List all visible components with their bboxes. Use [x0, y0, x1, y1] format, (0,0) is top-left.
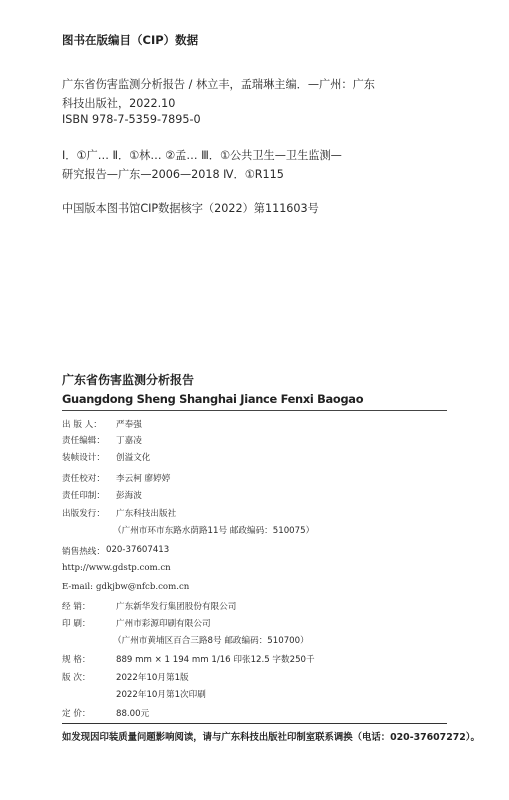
notice-rule	[62, 723, 447, 724]
title-rule	[62, 410, 447, 411]
distribution-address: （广州市环市东路水荫路11号 邮政编码：510075）	[113, 526, 315, 536]
cip-classification-line-2: 研究报告—广东—2006—2018 Ⅳ．①R115	[62, 168, 284, 181]
email: gdkjbw@nfcb.com.cn	[96, 582, 190, 592]
quality-notice: 如发现因印装质量问题影响阅读，请与广东科技出版社印制室联系调换（电话：020-37607272）。	[62, 732, 480, 743]
cip-classification-line-1: Ⅰ．①广… Ⅱ．①林… ②孟… Ⅲ．①公共卫生—卫生监测—	[62, 149, 342, 162]
distribution: 广东科技出版社	[116, 509, 177, 519]
distribution-label: 出版发行：	[62, 509, 105, 519]
design-label: 装帧设计：	[62, 453, 105, 463]
sales-phone: 020-37607413	[106, 545, 170, 555]
website: http://www.gdstp.com.cn	[62, 563, 171, 573]
printer-address: （广州市黄埔区百合三路8号 邮政编码：510700）	[113, 636, 309, 646]
printer: 广州市彩源印刷有限公司	[116, 619, 211, 629]
email-label: E-mail:	[62, 582, 94, 592]
cip-record-line-2: 科技出版社，2022.10	[62, 97, 176, 110]
proofread-label: 责任校对：	[62, 474, 105, 484]
printing: 2022年10月第1次印刷	[116, 690, 206, 700]
retail: 广东新华发行集团股份有限公司	[116, 602, 237, 612]
sales-phone-label: 销售热线：	[62, 547, 105, 557]
edition: 2022年10月第1版	[116, 673, 189, 683]
book-title-pinyin: Guangdong Sheng Shanghai Jiance Fenxi Baogao	[62, 392, 364, 406]
editor: 丁嘉凌	[116, 436, 142, 446]
print-responsible: 彭海波	[116, 491, 142, 501]
proofreaders: 李云柯 廖婷婷	[116, 474, 171, 484]
publisher-person-label: 出 版 人：	[62, 420, 102, 430]
spec: 889 mm × 1 194 mm 1/16 印张12.5 字数250千	[116, 655, 315, 665]
cip-core-number: 中国版本图书馆CIP数据核字（2022）第111603号	[62, 202, 319, 215]
print-responsible-label: 责任印制：	[62, 491, 105, 501]
design: 创溢文化	[116, 453, 151, 463]
edition-label: 版 次：	[62, 673, 91, 683]
cip-heading: 图书在版编目（CIP）数据	[62, 33, 199, 47]
publisher-person: 严奉强	[116, 420, 142, 430]
retail-label: 经 销：	[62, 602, 91, 612]
book-title-chinese: 广东省伤害监测分析报告	[62, 373, 195, 387]
printer-label: 印 刷：	[62, 619, 91, 629]
spec-label: 规 格：	[62, 655, 91, 665]
cip-isbn: ISBN 978-7-5359-7895-0	[62, 113, 201, 126]
price-label: 定 价：	[62, 709, 91, 719]
price: 88.00元	[116, 709, 150, 719]
cip-record-line-1: 广东省伤害监测分析报告 / 林立丰，孟瑞琳主编．—广州：广东	[62, 78, 375, 91]
editor-label: 责任编辑：	[62, 436, 105, 446]
